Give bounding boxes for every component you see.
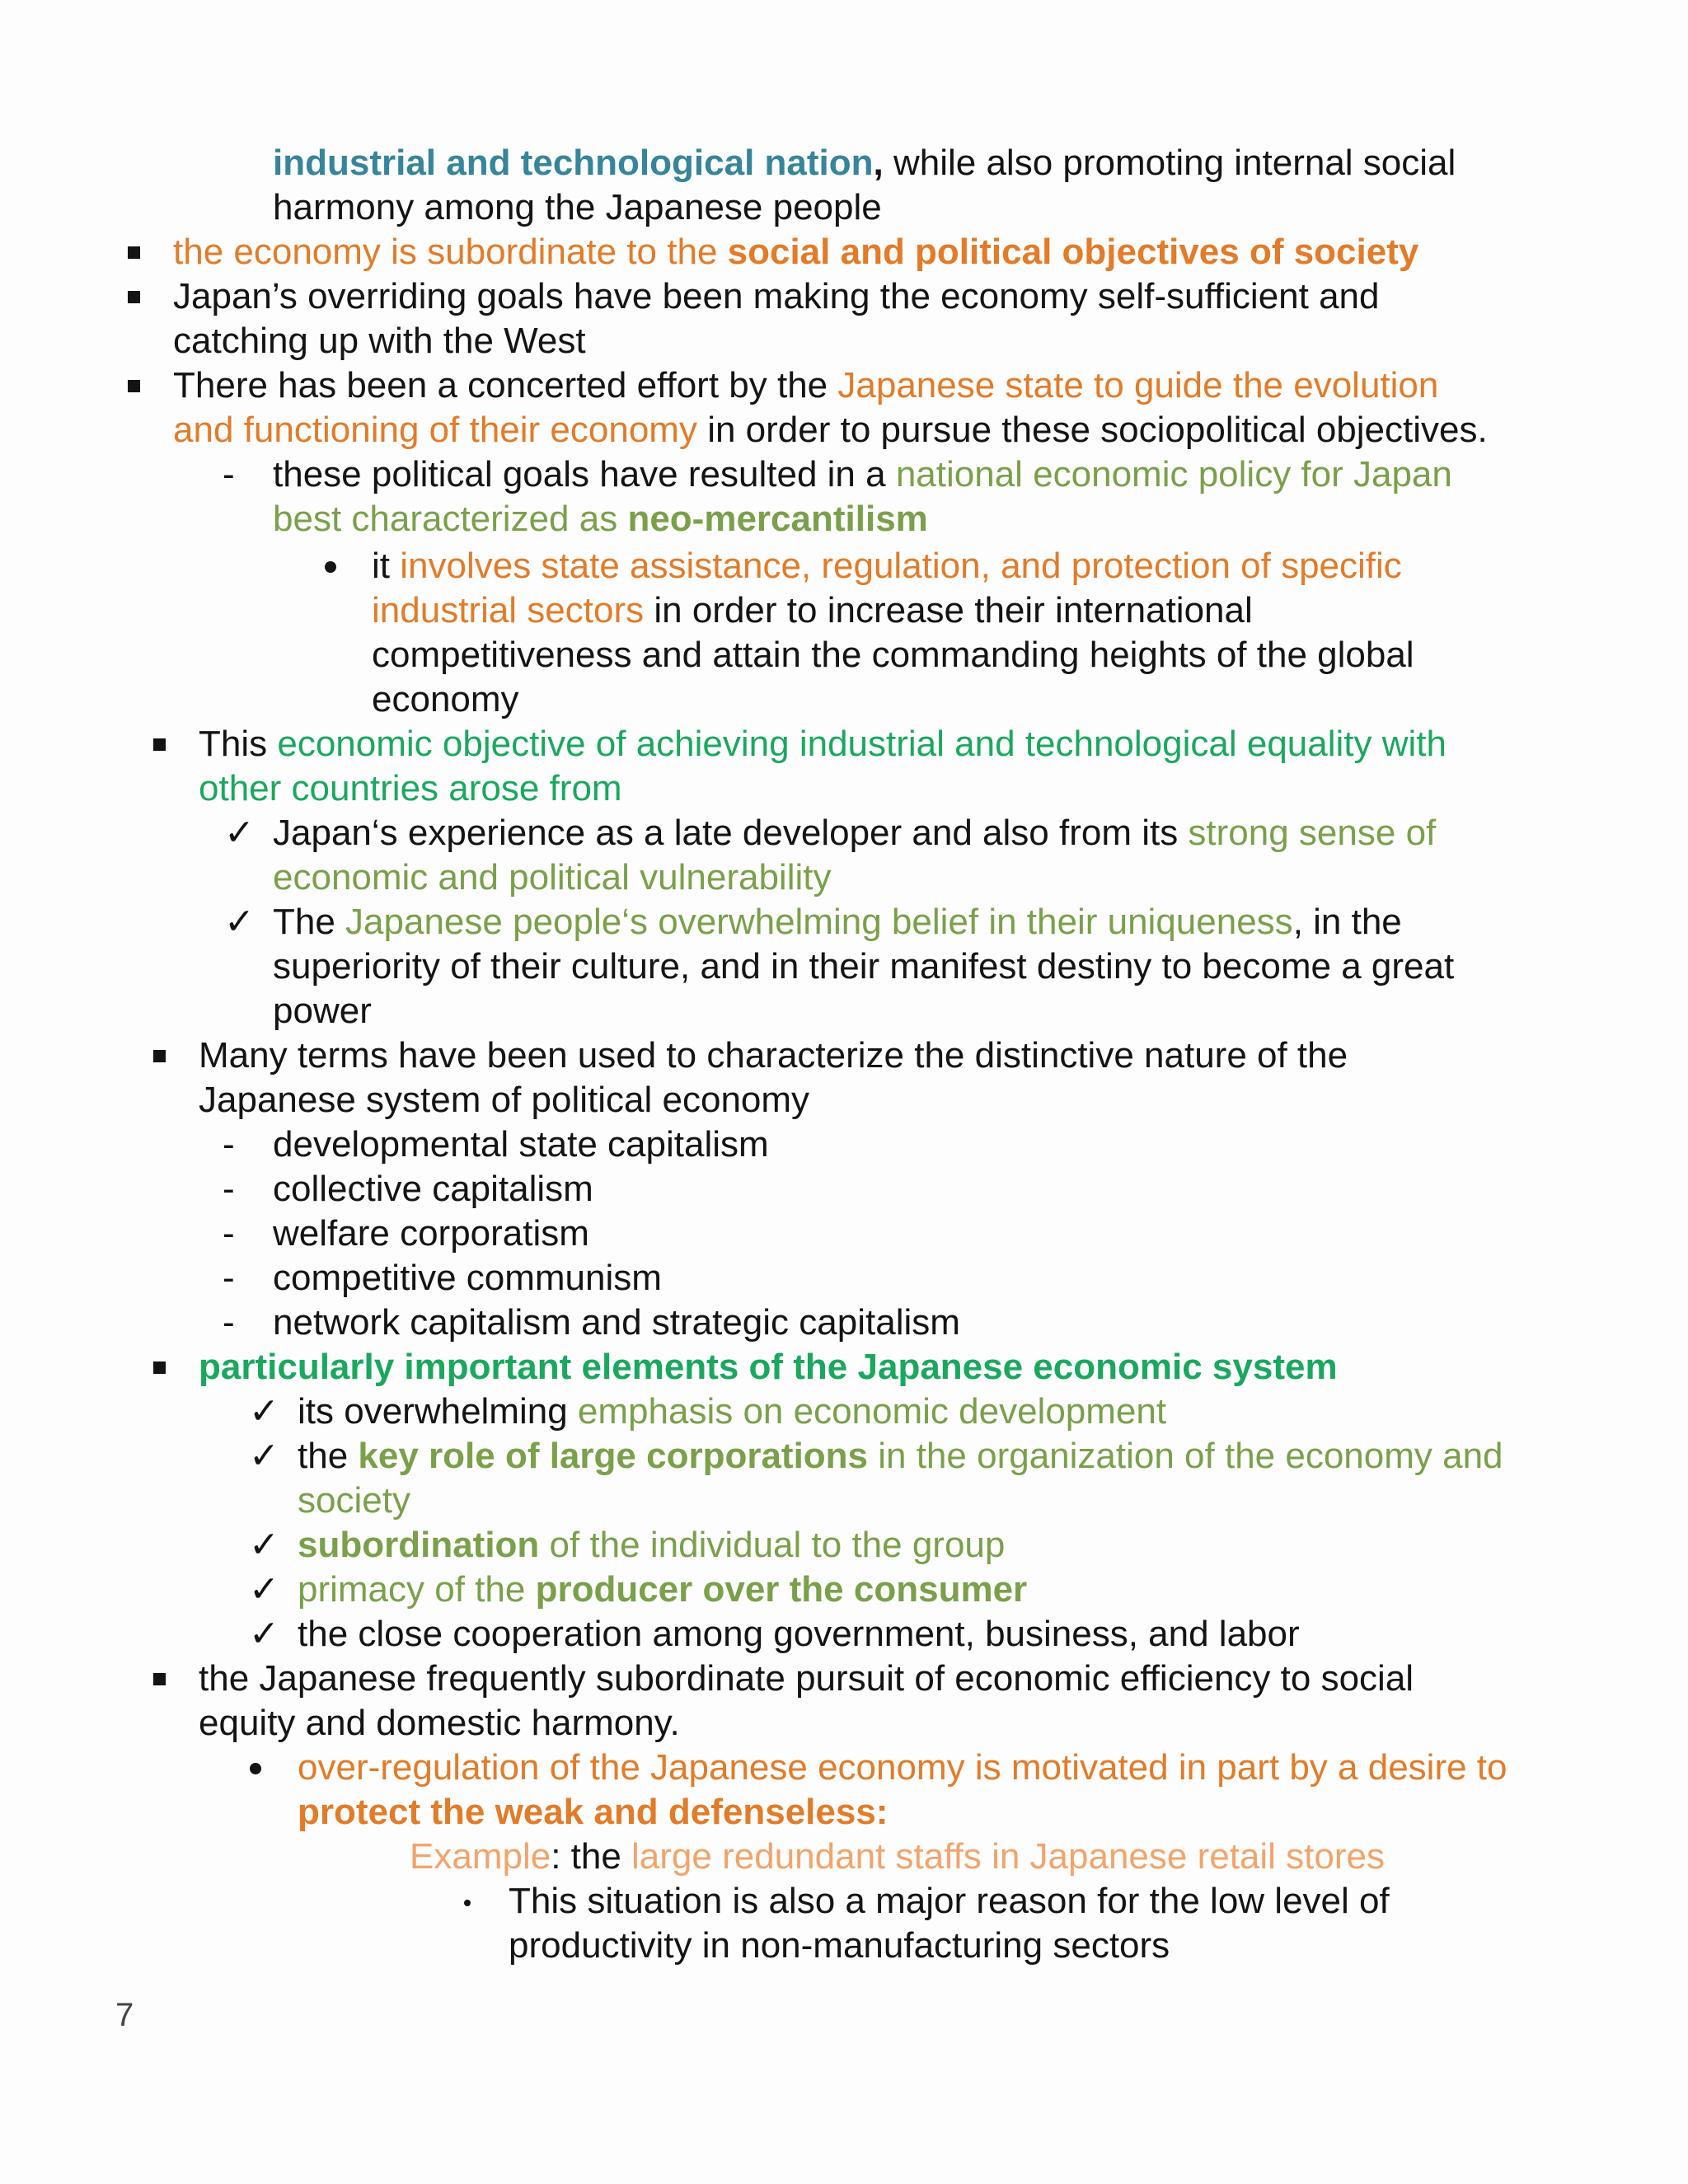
small-bullet-icon xyxy=(464,1900,471,1906)
text-run: the close cooperation among government, business, and labor xyxy=(298,1614,1300,1654)
text-run: catching up with the West xyxy=(173,321,586,361)
text-run: Japan‘s experience as a late developer and also from its xyxy=(273,813,1189,853)
text-line xyxy=(273,497,928,541)
text-run: superiority of their culture, and in their manifest destiny to become a great xyxy=(273,946,1455,987)
text-run: social and political objectives of society xyxy=(727,232,1419,272)
text-run: over-regulation of the Japanese economy is motivated in part by a desire to xyxy=(298,1747,1507,1788)
text-run: strong sense of xyxy=(1188,813,1437,853)
text-line xyxy=(298,1479,410,1523)
text-line xyxy=(298,1390,1166,1434)
text-line xyxy=(298,1434,1503,1479)
text-run: competitive communism xyxy=(273,1258,662,1298)
text-run: its overwhelming xyxy=(298,1391,578,1432)
square-bullet-icon xyxy=(128,380,140,392)
text-run: emphasis on economic development xyxy=(577,1391,1167,1432)
text-run: neo-mercantilism xyxy=(627,499,928,539)
text-run: competitiveness and attain the commanding heights of the global xyxy=(372,635,1414,675)
text-run: in order to pursue these sociopolitical objectives. xyxy=(696,410,1488,450)
text-line xyxy=(173,319,586,363)
text-line xyxy=(372,544,1402,588)
text-line xyxy=(372,633,1414,677)
square-bullet-icon xyxy=(153,738,166,751)
text-run: developmental state capitalism xyxy=(273,1124,769,1165)
text-run: while also promoting internal social xyxy=(883,143,1456,183)
text-run: This xyxy=(199,724,278,764)
text-line xyxy=(173,363,1438,408)
text-run: and functioning of their economy xyxy=(173,410,697,450)
text-line xyxy=(273,1256,662,1301)
text-line xyxy=(273,989,372,1033)
text-run: in order to increase their international xyxy=(644,590,1253,630)
text-run: subordination xyxy=(298,1525,540,1565)
text-line xyxy=(298,1746,1507,1790)
text-run: producer over the consumer xyxy=(535,1569,1028,1610)
text-run: : the xyxy=(551,1836,632,1877)
text-run: This situation is also a major reason for the low level of xyxy=(509,1881,1390,1921)
text-run: Japanese system of political economy xyxy=(199,1080,810,1120)
text-line xyxy=(199,1657,1414,1701)
text-run: the Japanese frequently subordinate pursuit of economic efficiency to social xyxy=(199,1658,1414,1699)
text-run: society xyxy=(298,1480,410,1521)
text-run: economy xyxy=(372,679,519,719)
text-line xyxy=(273,1167,593,1212)
round-bullet-icon xyxy=(325,561,336,573)
square-bullet-icon xyxy=(153,1050,166,1062)
text-run: these political goals have resulted in a xyxy=(273,454,896,494)
text-line xyxy=(273,944,1454,989)
text-run: the xyxy=(298,1436,359,1476)
text-run: economic and political vulnerability xyxy=(273,857,832,898)
text-run: welfare corporatism xyxy=(273,1213,589,1254)
text-line xyxy=(273,1301,960,1345)
text-line xyxy=(509,1879,1390,1924)
text-run: involves state assistance, regulation, and protection of specific xyxy=(400,546,1402,586)
text-run: , in the xyxy=(1292,902,1402,942)
text-line xyxy=(372,677,519,722)
text-run: large redundant staffs in Japanese retail stores xyxy=(631,1836,1385,1877)
text-run: industrial sectors xyxy=(372,590,645,630)
text-run: Many terms have been used to characterize the distinctive nature of the xyxy=(199,1035,1348,1076)
dash-bullet: - xyxy=(223,1124,235,1165)
checkmark-icon: ✓ xyxy=(224,902,255,942)
text-run: collective capitalism xyxy=(273,1169,593,1209)
text-run: Japanese state to guide the evolution xyxy=(837,365,1439,405)
dash-bullet: - xyxy=(223,1302,235,1343)
checkmark-icon: ✓ xyxy=(249,1391,279,1432)
text-run: industrial and technological nation xyxy=(273,143,874,183)
checkmark-icon: ✓ xyxy=(249,1436,279,1476)
checkmark-icon: ✓ xyxy=(249,1525,279,1565)
text-run: equity and domestic harmony. xyxy=(199,1703,680,1743)
text-run: protect the weak and defenseless: xyxy=(298,1792,889,1832)
text-line xyxy=(199,1078,809,1122)
text-line xyxy=(199,1033,1348,1078)
dash-bullet: - xyxy=(223,1213,235,1254)
text-run: Example xyxy=(410,1836,551,1877)
text-line xyxy=(372,588,1253,633)
text-line xyxy=(298,1790,888,1835)
text-run: economic objective of achieving industrial and technological equality with xyxy=(277,724,1447,764)
text-line xyxy=(410,1835,1385,1879)
dash-bullet: - xyxy=(223,454,235,494)
text-line xyxy=(298,1568,1027,1612)
text-run: best characterized as xyxy=(273,499,628,539)
text-line xyxy=(173,408,1488,452)
text-run: particularly important elements of the Japanese economic system xyxy=(199,1347,1338,1387)
text-line xyxy=(273,1122,769,1167)
text-line xyxy=(199,1345,1338,1390)
text-run: of the individual to the group xyxy=(539,1525,1006,1565)
checkmark-icon: ✓ xyxy=(224,813,255,853)
text-line xyxy=(298,1523,1005,1568)
text-line xyxy=(199,766,622,811)
text-run: primacy of the xyxy=(298,1569,536,1610)
dash-bullet: - xyxy=(223,1258,235,1298)
dash-bullet: - xyxy=(223,1169,235,1209)
text-line xyxy=(273,185,882,230)
text-run: productivity in non-manufacturing sectors xyxy=(509,1925,1170,1966)
page-number: 7 xyxy=(115,1997,134,2033)
text-line xyxy=(173,230,1418,274)
text-line xyxy=(273,1212,589,1256)
text-line xyxy=(273,141,1456,185)
text-line xyxy=(509,1924,1170,1968)
text-run: it xyxy=(372,546,401,586)
text-run: other countries arose from xyxy=(199,768,622,808)
text-run: The xyxy=(273,902,346,942)
text-run: in the organization of the economy and xyxy=(868,1436,1503,1476)
text-line xyxy=(273,452,1452,497)
text-run: key role of large corporations xyxy=(358,1436,869,1476)
text-run: Japan’s overriding goals have been making the economy self-sufficient and xyxy=(173,276,1380,316)
text-line xyxy=(273,811,1436,855)
text-line xyxy=(199,1701,680,1746)
text-run: national economic policy for Japan xyxy=(895,454,1452,494)
text-line xyxy=(199,722,1447,766)
text-run: power xyxy=(273,991,372,1031)
round-bullet-icon xyxy=(250,1763,261,1774)
text-run: harmony among the Japanese people xyxy=(273,187,882,227)
checkmark-icon: ✓ xyxy=(249,1569,279,1610)
square-bullet-icon xyxy=(128,246,140,259)
square-bullet-icon xyxy=(153,1361,166,1374)
square-bullet-icon xyxy=(128,291,140,303)
text-line xyxy=(273,900,1402,944)
text-line xyxy=(173,274,1380,319)
text-run: Japanese people‘s overwhelming belief in their uniqueness xyxy=(345,902,1293,942)
text-run: network capitalism and strategic capitalism xyxy=(273,1302,960,1343)
text-run: There has been a concerted effort by the xyxy=(173,365,838,405)
text-line xyxy=(298,1612,1300,1657)
text-line xyxy=(273,855,831,900)
checkmark-icon: ✓ xyxy=(249,1614,279,1654)
text-run: the economy is subordinate to the xyxy=(173,232,728,272)
text-run: , xyxy=(873,143,884,183)
square-bullet-icon xyxy=(153,1673,166,1685)
